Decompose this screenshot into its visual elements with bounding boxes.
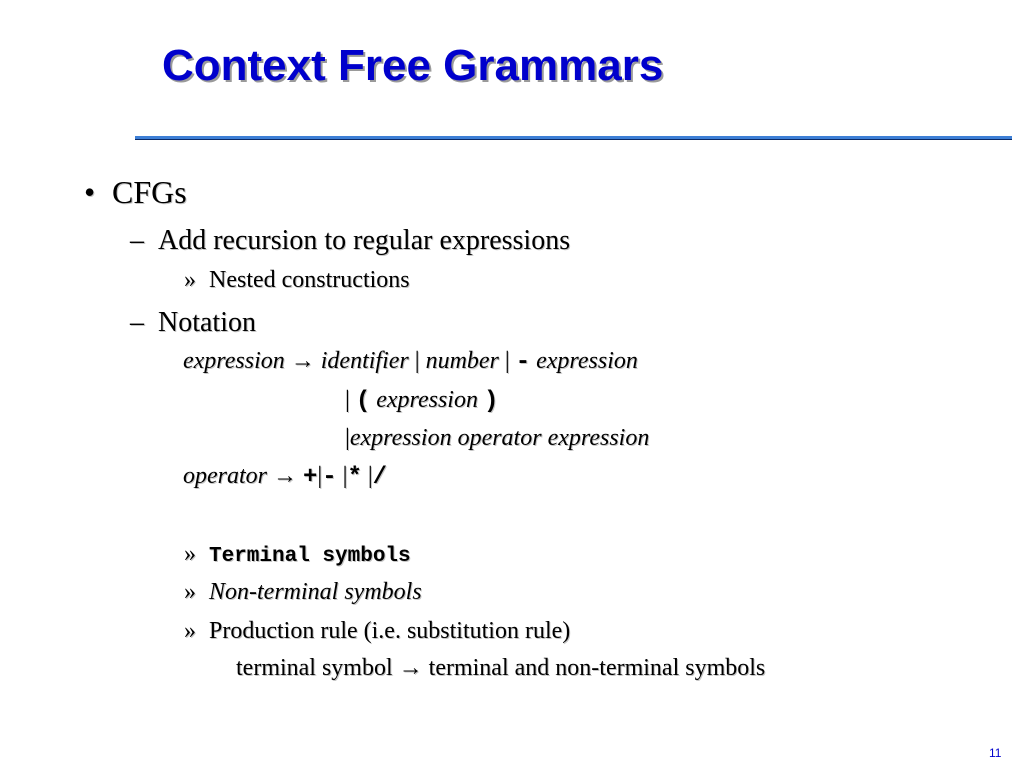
- terminal: ): [483, 388, 499, 415]
- legend-production-rule: [184, 618, 570, 645]
- nonterminal: identifier: [320, 348, 409, 374]
- nonterminal: expression operator expression: [349, 425, 650, 451]
- bullet-text: CFGs: [112, 174, 187, 210]
- bullet-marker: •: [84, 174, 96, 210]
- grammar-rule-parenthesized: [345, 387, 498, 415]
- alternation-bar: |: [345, 387, 350, 413]
- arrow-icon: →: [273, 463, 297, 489]
- terminal: (: [355, 388, 371, 415]
- chevron-marker: »: [184, 618, 196, 644]
- legend-text: Production rule (i.e. substitution rule): [209, 618, 571, 644]
- nonterminal: expression: [376, 387, 478, 413]
- alternation-bar: |: [504, 348, 510, 374]
- terminal: /: [372, 464, 388, 491]
- legend-nonterminal-symbols: [184, 579, 422, 606]
- dash-marker: –: [130, 225, 144, 256]
- rule-left: terminal symbol: [236, 655, 393, 681]
- legend-text: Terminal symbols: [209, 545, 411, 568]
- terminal: -: [515, 349, 531, 376]
- nonterminal: expression: [536, 348, 638, 374]
- chevron-marker: »: [184, 579, 196, 605]
- title-underline: [135, 136, 1012, 140]
- alternation-bar: |: [317, 463, 323, 489]
- bullet-text: Nested constructions: [209, 267, 410, 293]
- alternation-bar: |: [414, 348, 420, 374]
- arrow-icon: →: [398, 655, 423, 681]
- grammar-rule-binary: [345, 425, 649, 452]
- bullet-text: Notation: [158, 307, 256, 338]
- rule-right: terminal and non-terminal symbols: [428, 655, 766, 681]
- slide-title: Context Free Grammars: [162, 41, 664, 90]
- nonterminal: operator: [183, 463, 267, 489]
- arrow-icon: →: [290, 348, 315, 374]
- grammar-rule-operator: [183, 463, 387, 491]
- bullet-notation: [130, 307, 256, 339]
- dash-marker: –: [130, 307, 144, 338]
- chevron-marker: »: [184, 267, 196, 293]
- grammar-rule-expression: [183, 348, 638, 376]
- alternation-bar: |: [342, 463, 348, 489]
- bullet-nested-constructions: [184, 267, 410, 294]
- alternation-bar: |: [345, 425, 350, 451]
- terminal: -: [322, 464, 337, 491]
- terminal: +: [303, 464, 318, 491]
- bullet-text: Add recursion to regular expressions: [158, 225, 571, 256]
- nonterminal: number: [425, 348, 499, 374]
- nonterminal: expression: [183, 348, 285, 374]
- bullet-add-recursion: [130, 225, 570, 257]
- bullet-cfgs: [84, 174, 187, 211]
- production-rule-example: [236, 655, 765, 682]
- terminal: *: [347, 464, 362, 491]
- legend-terminal-symbols: [184, 541, 411, 568]
- alternation-bar: |: [367, 463, 373, 489]
- page-number: 11: [989, 746, 1002, 760]
- legend-text: Non-terminal symbols: [209, 579, 422, 605]
- chevron-marker: »: [184, 541, 196, 567]
